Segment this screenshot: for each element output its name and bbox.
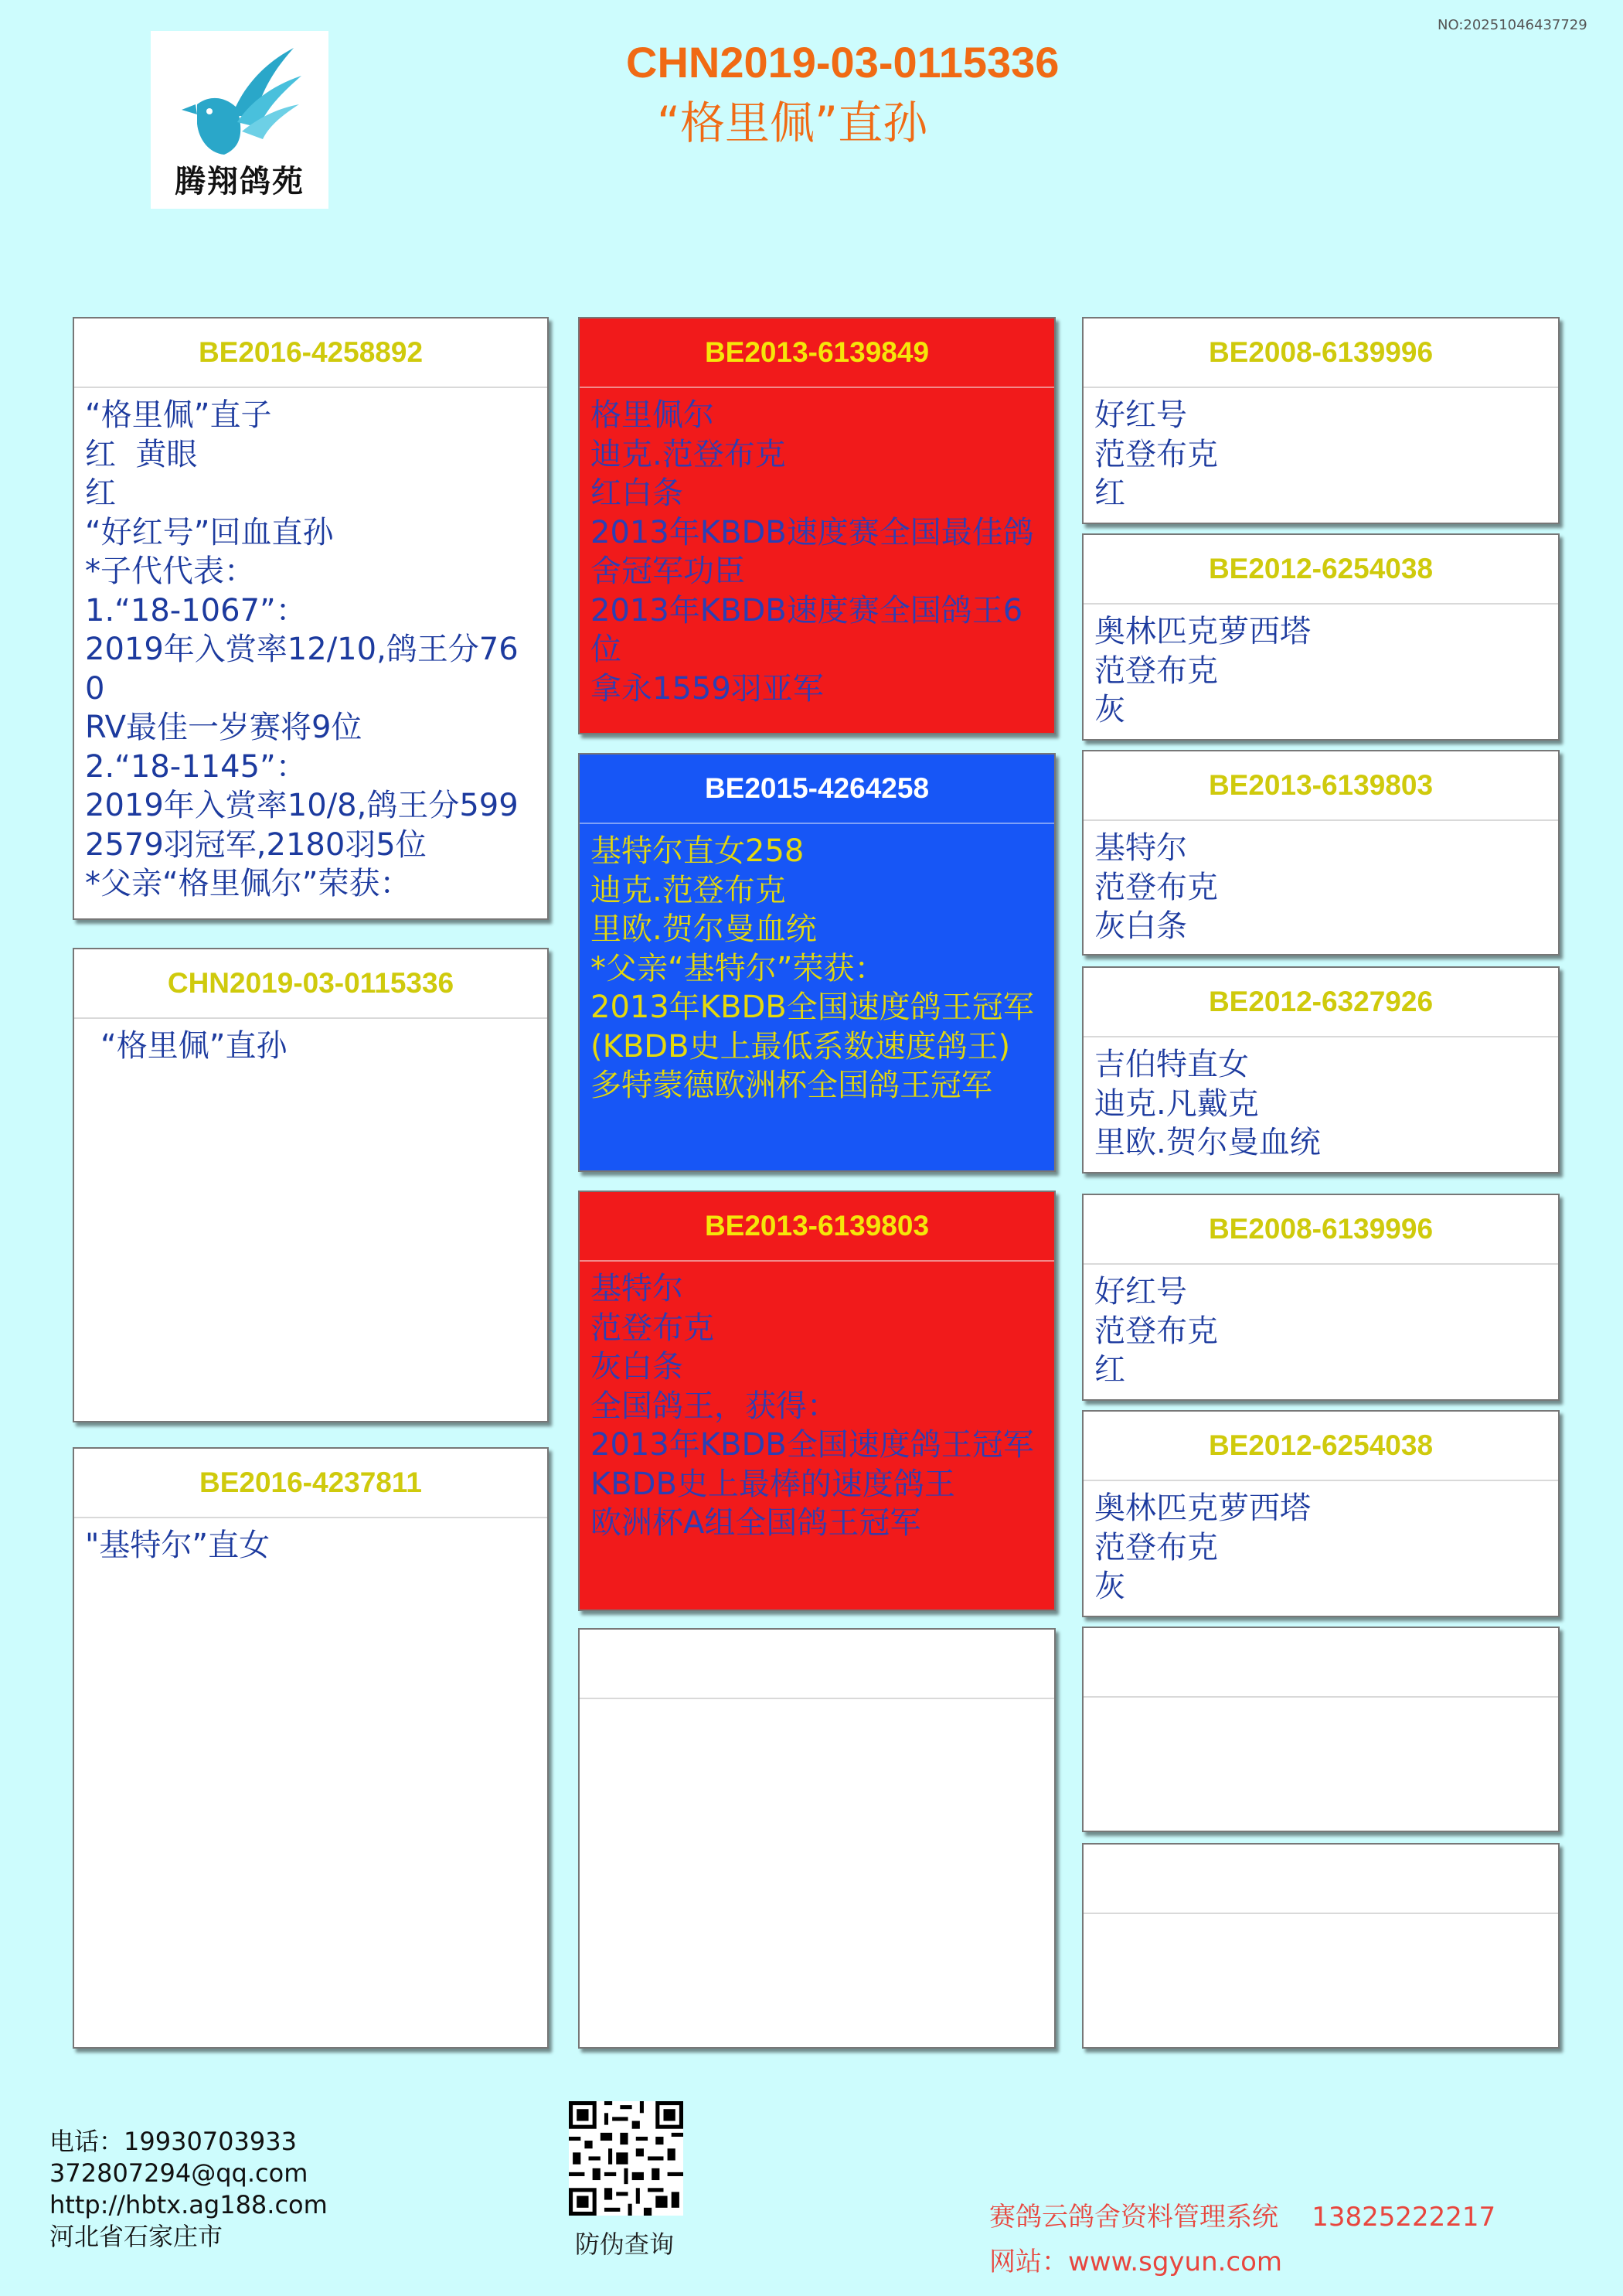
card-dss xyxy=(1082,1194,1560,1401)
card-subject xyxy=(73,948,549,1422)
card-sdd xyxy=(1082,966,1560,1174)
pigeon-info xyxy=(1084,1698,1558,1713)
ring-number: BE2015-4264258 xyxy=(580,755,1054,824)
pigeon-info: 奥林匹克萝西塔 范登布克 灰 xyxy=(1094,1490,1311,1604)
ring-number xyxy=(1084,1628,1558,1698)
card-sds xyxy=(1082,750,1560,956)
pigeon-info: 奥林匹克萝西塔 范登布克 灰 xyxy=(1094,614,1311,727)
pigeon-info: “格里佩”直子 红 黄眼 红 “好红号”回血直孙 *子代代表： 1.“18-1067”： 2019年入赏率12/10,鸽王分760 RV最佳一岁赛将9位 2.“18-1145”： 2019年入赏率10/8,鸽王分599 2579羽冠军,2180羽5位 *父亲“格里佩尔”荣获： xyxy=(85,397,519,901)
card-sire-dam xyxy=(578,753,1056,1172)
qr-label: 防伪查询 xyxy=(575,2230,675,2259)
ring-number: BE2016-4258892 xyxy=(74,319,547,388)
pigeon-info: 基特尔 范登布克 灰白条 xyxy=(1094,830,1218,944)
system-credit: 赛鸽云鸽舍资料管理系统 13825222217 xyxy=(989,2202,1496,2233)
email-text: 372807294@qq.com xyxy=(49,2158,308,2188)
card-dds xyxy=(1082,1627,1560,1832)
pigeon-info: 基特尔直女258 迪克.范登布克 里欧.贺尔曼血统 *父亲“基特尔”荣获： 2013年KBDB全国速度鸽王冠军(KBDB史上最低系数速度鸽王) 多特蒙德欧洲杯全国鸽王冠军 xyxy=(590,833,1034,1103)
card-sire-sire xyxy=(578,317,1056,734)
ring-number: BE2012-6254038 xyxy=(1084,1412,1558,1481)
card-dsd xyxy=(1082,1410,1560,1617)
card-dam-dam xyxy=(578,1628,1056,2049)
ring-number: BE2012-6254038 xyxy=(1084,535,1558,605)
logo-text: 腾翔鸽苑 xyxy=(175,164,305,199)
card-dam-sire xyxy=(578,1191,1056,1611)
pigeon-info: 吉伯特直女 迪克.凡戴克 里欧.贺尔曼血统 xyxy=(1094,1047,1321,1160)
pigeon-info: “格里佩”直孙 xyxy=(100,1028,288,1064)
address-text: 河北省石家庄市 xyxy=(49,2222,223,2251)
ring-number: BE2008-6139996 xyxy=(1084,319,1558,388)
qr-code-icon[interactable] xyxy=(569,2101,683,2216)
pigeon-info xyxy=(580,1699,1054,1715)
ring-number: BE2013-6139803 xyxy=(580,1192,1054,1262)
ring-number: BE2013-6139849 xyxy=(580,319,1054,388)
ring-number xyxy=(580,1630,1054,1699)
loft-logo xyxy=(151,31,328,209)
pigeon-info: 好红号 范登布克 红 xyxy=(1094,397,1218,511)
card-ddd xyxy=(1082,1843,1560,2049)
card-dam xyxy=(73,1447,549,2049)
ring-number: CHN2019-03-0115336 xyxy=(74,949,547,1019)
card-sire xyxy=(73,317,549,920)
ring-number: BE2008-6139996 xyxy=(1084,1195,1558,1265)
pigeon-info: 好红号 范登布克 红 xyxy=(1094,1274,1218,1388)
contact-info xyxy=(49,2126,328,2253)
system-website-link[interactable]: 网站：www.sgyun.com xyxy=(989,2247,1283,2277)
card-sss xyxy=(1082,317,1560,524)
ring-number xyxy=(1084,1845,1558,1914)
card-ssd xyxy=(1082,533,1560,741)
ring-number: BE2013-6139803 xyxy=(1084,751,1558,821)
pigeon-info: 基特尔 范登布克 灰白条 全国鸽王，获得： 2013年KBDB全国速度鸽王冠军 KBDB史上最棒的速度鸽王 欧洲杯A组全国鸽王冠军 xyxy=(590,1271,1034,1541)
pigeon-info xyxy=(1084,1914,1558,1930)
website-link[interactable]: http://hbtx.ag188.com xyxy=(49,2190,328,2219)
phone-text: 电话：19930703933 xyxy=(49,2127,297,2156)
document-number: NO:20251046437729 xyxy=(1438,17,1587,33)
dove-icon xyxy=(151,31,328,170)
ring-number: BE2016-4237811 xyxy=(74,1449,547,1518)
ring-number: BE2012-6327926 xyxy=(1084,968,1558,1037)
pigeon-info: 格里佩尔 迪克.范登布克 红白条 2013年KBDB速度赛全国最佳鸽舍冠军功臣 2013年KBDB速度赛全国鸽王6位 拿永1559羽亚军 xyxy=(590,397,1034,707)
page-title: CHN2019-03-0115336 xyxy=(626,38,1060,87)
pigeon-info: "基特尔”直女 xyxy=(85,1528,270,1563)
page-subtitle: “格里佩”直孙 xyxy=(657,97,928,149)
